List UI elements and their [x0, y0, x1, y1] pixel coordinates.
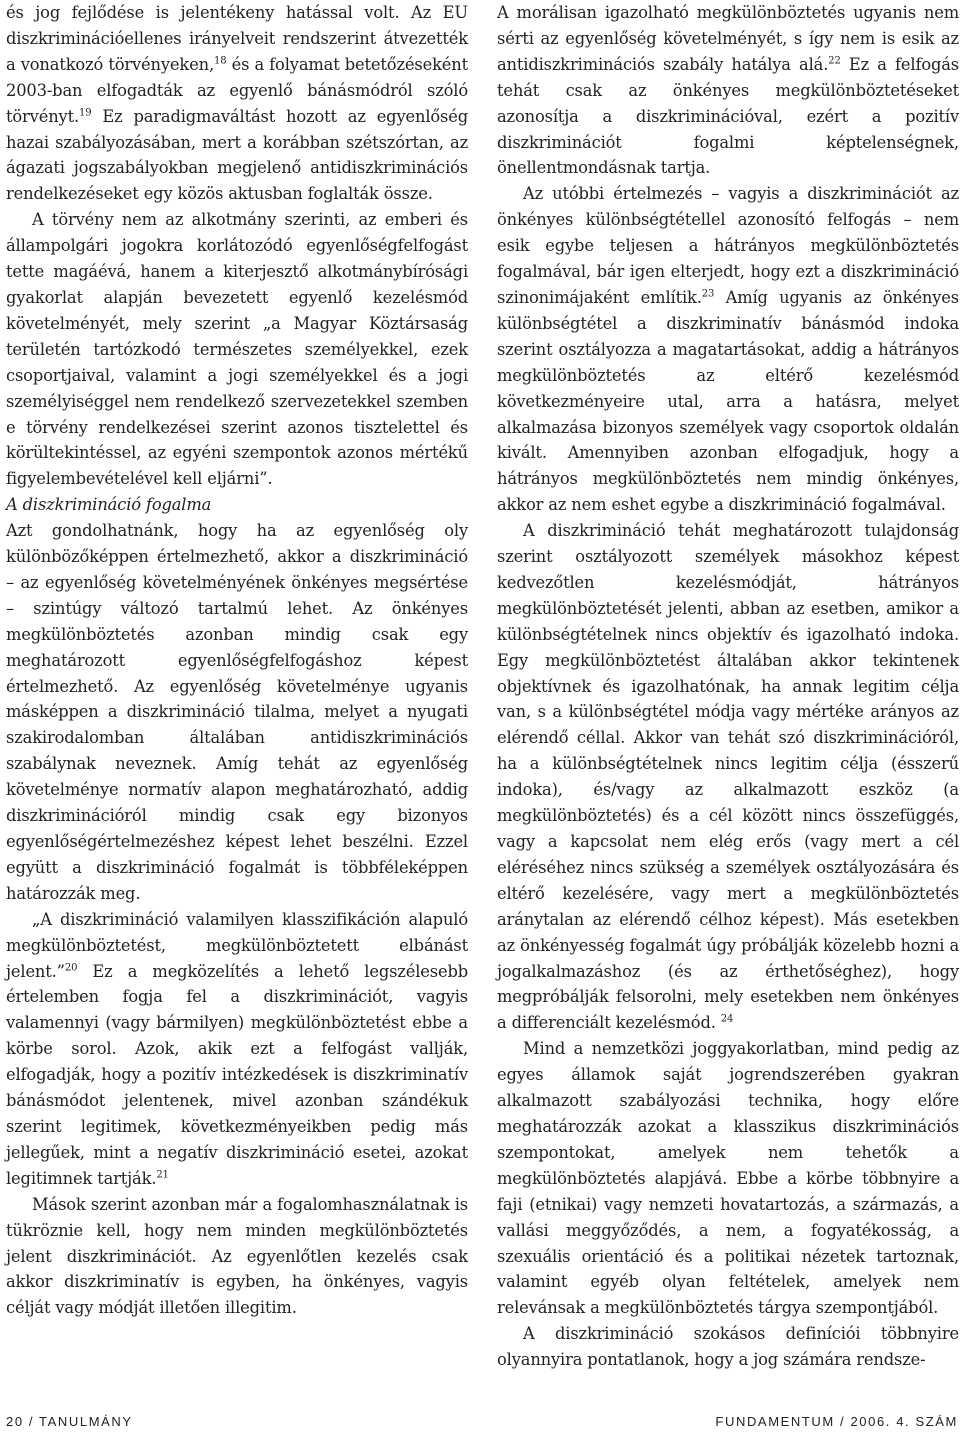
footnote-ref[interactable]: 20	[64, 962, 78, 974]
footnote-ref[interactable]: 22	[828, 55, 841, 67]
paragraph: Mások szerint azonban már a fogalomhasználatnak is tükröznie kell, hogy nem minden megkülönböztetés jelent diszkriminációt. Az egyenlőtlen kezelés csak akkor diszkriminatív is egyben, ha önkényes, vagyis célját vagy módját illetően illegitim.	[6, 1194, 468, 1318]
paragraph: A diszkrimináció szokásos definíciói többnyire olyannyira pontatlanok, hogy a jog számára rendsze-	[497, 1324, 959, 1370]
paragraph: A törvény nem az alkotmány szerinti, az emberi és állampolgári jogokra korlátozódó egyenlőségfelfogást tette magáévá, hanem a kiterjesztő alkotmánybírósági gyakorlat alapján bevezetett egyenlő kezelésmód követelményét, mely szerint „a Magyar Köztársaság területén tartózkodó természetes személyekkel, ezek csoportjaival, valamint a jogi személyekkel és a jogi személyiséggel nem rendelkező szervezetekkel szemben e törvény rendelkezései szerint azonos tisztelettel és körültekintéssel, az egyéni szempontok azonos mértékű figyelembevételével kell eljárni”.	[6, 210, 468, 489]
right-column	[497, 0, 959, 1373]
footer-section-label: 20 / TANULMÁNY	[6, 1414, 133, 1429]
footnote-ref[interactable]: 21	[156, 1169, 169, 1181]
footnote-ref[interactable]: 19	[79, 107, 92, 119]
footer-journal-label: FUNDAMENTUM / 2006. 4. SZÁM	[715, 1414, 958, 1429]
left-column	[6, 0, 468, 1321]
paragraph: „A diszkrimináció valamilyen klasszifikáción alapuló megkülönböztetést, megkülönböztetett elbánást jelent.”$^{20}$ Ez a megközelítés a lehető legszélesebb értelemben fogja fel a diszkriminációt, vagyis valamennyi (vagy bármilyen) megkülönböztetést ebbe a körbe sorol. Azok, akik ezt a felfogást vallják, elfogadják, hogy a pozitív intézkedések is diszkriminatív bánásmódot jelentenek, mivel azonban szándékuk szerint legitimek, következményeikben pedig más jellegűek, mint a negatív diszkrimináció esetei, azokat legitimnek tartják.$^{21}$	[6, 909, 468, 1188]
footnote-ref[interactable]: 23	[701, 288, 715, 300]
paragraph: A diszkrimináció tehát meghatározott tulajdonság szerint osztályozott személyek másokhoz képest kedvezőtlen kezelésmódját, hátrányos megkülönböztetését jelenti, abban az esetben, amikor a különbségtételnek nincs objektív és igazolható indoka. Egy megkülönböztetést általában akkor tekintenek objektívnek és igazolhatónak, ha annak legitim célja van, s a különbségtétel módja vagy mértéke arányos az elérendő céllal. Akkor van tehát szó diszkriminációról, ha a különbségtételnek nincs legitim célja (ésszerű indoka), és/vagy az alkalmazott eszköz (a megkülönböztetés) és a cél között nincs összefüggés, vagy a kapcsolat nem elég erős (vagy mert a cél eléréséhez nincs szükség a személyek osztályozására és eltérő kezelésére, vagy mert a megkülönböztetés aránytalan az elérendő célhoz képest). Más esetekben az önkényesség fogalmát úgy próbálják közelebb hozni a jogalkalmazáshoz (és az érthetőséghez), hogy megpróbálják felsorolni, mely esetekben nem önkényes a differenciált kezelésmód. $^{24}$	[497, 521, 959, 1033]
section-heading: A diszkrimináció fogalma	[6, 495, 212, 515]
footnote-ref[interactable]: 24	[720, 1013, 734, 1025]
paragraph: és jog fejlődése is jelentékeny hatással volt. Az EU diszkriminációellenes irányelveit rendszerint átvezették a vonatkozó törvényeken,$^{18}$ és a folyamat betetőzéseként 2003-ban elfogadták az egyenlő bánásmódról szóló törvényt.$^{19}$ Ez paradigmaváltást hozott az egyenlőség hazai szabályozásában, mert a korábban szétszórtan, az ágazati jogszabályokban megjelenő antidiszkriminációs rendelkezéseket egy közös aktusban foglalták össze.	[6, 3, 468, 204]
paragraph: A morálisan igazolható megkülönböztetés ugyanis nem sérti az egyenlőség követelményét, s így nem is esik az antidiszkriminációs szabály hatálya alá.$^{22}$ Ez a felfogás tehát csak az önkényes megkülönböztetéseket azonosítja a diszkriminációval, ezért a pozitív diszkriminációt fogalmi képtelenségnek, önellentmondásnak tartja.	[497, 3, 960, 178]
paragraph: Azt gondolhatnánk, hogy ha az egyenlőség oly különbözőképpen értelmezhető, akkor a diszkrimináció – az egyenlőség követelményének önkényes megsértése – szintúgy változó tartalmú lehet. Az önkényes megkülönböztetés azonban mindig csak egy meghatározott egyenlőségfelfogáshoz képest értelmezhető. Az egyenlőség követelménye ugyanis másképpen a diszkrimináció tilalma, melyet a nyugati szakirodalomban általában antidiszkriminációs szabálynak neveznek. Amíg tehát az egyenlőség követelménye normatív alapon meghatározható, addig diszkriminációról mindig csak egy bizonyos egyenlőségértelmezéshez képest lehet beszélni. Ezzel együtt a diszkrimináció fogalmát is többféleképpen határozzák meg.	[6, 521, 468, 903]
paragraph: Mind a nemzetközi joggyakorlatban, mind pedig az egyes államok saját jogrendszerében gyakran alkalmazott szabályozási technika, hogy előre meghatározzák azokat a klasszikus diszkriminációs szempontokat, amelyek nem tehetők a megkülönböztetés alapjává. Ebbe a körbe többnyire a faji (etnikai) vagy nemzeti hovatartozás, a származás, a vallási meggyőződés, a nem, a fogyatékosság, a szexuális orientáció és a politikai nézetek tartoznak, valamint egyéb olyan feltételek, amelyek nem relevánsak a megkülönböztetés tárgya szempontjából.	[497, 1039, 959, 1318]
paragraph: Az utóbbi értelmezés – vagyis a diszkriminációt az önkényes különbségtétellel azonosító felfogás – nem esik egybe teljesen a hátrányos megkülönböztetés fogalmával, bár igen elterjedt, hogy ezt a diszkrimináció szinonimájaként említik.$^{23}$ Amíg ugyanis az önkényes különbségtétel a diszkriminatív bánásmód indoka szerint osztályozza a magatartásokat, addig a hátrányos megkülönböztetés az eltérő kezelésmód következményeire utal, arra a hatásra, melyet alkalmazása bizonyos személyek vagy csoportok oldalán kivált. Amennyiben azonban elfogadjuk, hogy a hátrányos megkülönböztetés nem mindig önkényes, akkor az nem eshet egybe a diszkrimináció fogalmával.	[497, 184, 960, 515]
footnote-ref[interactable]: 18	[213, 55, 227, 67]
